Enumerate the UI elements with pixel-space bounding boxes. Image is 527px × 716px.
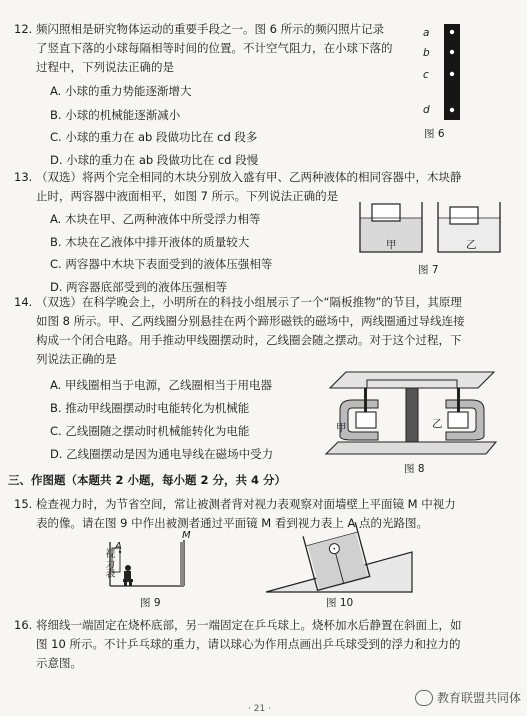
q12-option-d: D. 小球的重力在 ab 段做功比在 cd 段慢 [50,153,259,167]
wechat-icon [415,690,433,706]
q14-line-2: 如图 8 所示。甲、乙两线圈分别悬挂在两个蹄形磁铁的磁场中，两线圈通过导线连接 [36,314,465,328]
ball-position-b [450,50,454,54]
q16-line-2: 图 10 所示。不计乒乓球的重力，请以球心为作用点画出乒乓球受到的浮力和拉力的 [36,637,461,651]
figure-8-partition-apparatus [318,366,508,456]
base-board [326,442,496,454]
ball-position-c [450,72,454,76]
fig6-label-c: c [423,69,429,81]
q13-line-2: 止时，两容器中液面相平，如图 7 所示。下列说法正确的是 [36,189,339,203]
q14-option-a: A. 甲线圈相当于电源，乙线圈相当于用电器 [50,378,272,392]
fig9-mirror-label: M [182,530,191,541]
block-yi [450,207,478,224]
q13-option-c: C. 两容器中木块下表面受到的液体压强相等 [50,257,273,271]
q13-option-d: D. 两容器底部受到的液体压强相等 [50,280,228,294]
q12-line-2: 了竖直下落的小球每隔相等时间的位置。不计空气阻力，在小球下落的 [36,41,393,55]
fig9-point-label: A [115,541,122,552]
fig8-caption: 图 8 [404,463,425,475]
q15-number: 15. [14,497,33,511]
q14-number: 14. [14,295,33,309]
q12-line-3: 过程中，下列说法正确的是 [36,60,174,74]
q15-line-2: 表的像。请在图 9 中作出被测者通过平面镜 M 看到视力表上 A 点的光路图。 [36,516,429,530]
fig7-label-yi: 乙 [466,239,477,251]
q13-option-b: B. 木块在乙液体中排开液体的质量较大 [50,235,250,249]
q14-option-d: D. 乙线圈摆动是因为通电导线在磁场中受力 [50,447,274,461]
q12-line-1: 频闪照相是研究物体运动的重要手段之一。图 6 所示的频闪照片记录 [36,22,385,36]
fig7-caption: 图 7 [418,264,439,276]
watermark-text: 教育联盟共同体 [436,691,521,705]
q14-option-b: B. 推动甲线圈摆动时电能转化为机械能 [50,401,250,415]
ball-position-d [450,108,454,112]
left-coil-wire [364,388,367,412]
block-jia [372,204,400,221]
q14-option-c: C. 乙线圈随之摆动时机械能转化为电能 [50,424,250,438]
fig6-caption: 图 6 [424,128,445,140]
partition-board [406,388,418,448]
right-coil [448,412,468,428]
ball-position-a [450,30,454,34]
fig9-chart-label: 视力表 [103,548,114,578]
fig6-label-a: a [423,27,430,39]
fig8-label-jia: 甲 [336,422,347,434]
test-subject-person [123,565,133,586]
figure-10-beaker-on-incline [264,526,414,594]
q14-line-3: 构成一个闭合电路。用手推动甲线圈摆动时，乙线圈会随之摆动。对于这个过程，下 [36,333,462,347]
q16-line-3: 示意图。 [36,656,82,670]
figure-6-strobe-photo [436,24,466,120]
mirror-m [180,542,184,586]
q13-line-1: （双选）将两个完全相同的木块分别放入盛有甲、乙两种液体的相同容器中，木块静 [36,170,462,184]
section-3-heading: 三、作图题（本题共 2 小题，每小题 2 分，共 4 分） [8,473,287,487]
q16-number: 16. [14,618,33,632]
q12-option-c: C. 小球的重力在 ab 段做功比在 cd 段多 [50,130,258,144]
fig6-label-b: b [423,47,430,59]
page-number: · 21 · [248,704,271,714]
q12-option-a: A. 小球的重力势能逐渐增大 [50,84,192,98]
q12-number: 12. [14,22,33,36]
fig9-caption: 图 9 [140,597,161,609]
q13-option-a: A. 木块在甲、乙两种液体中所受浮力相等 [50,212,261,226]
fig6-label-d: d [423,104,430,116]
watermark [415,689,521,706]
q12-option-b: B. 小球的机械能逐渐减小 [50,108,181,122]
q14-line-1: （双选）在科学晚会上，小明所在的科技小组展示了一个“隔板推物”的节目，其原理 [36,295,462,309]
fig7-label-jia: 甲 [386,239,397,251]
fig8-label-yi: 乙 [432,418,443,430]
figure-7-containers [356,198,506,256]
fig10-caption: 图 10 [326,597,354,609]
right-coil-wire [457,388,460,412]
q15-line-1: 检查视力时，为节省空间，常让被测者背对视力表观察对面墙壁上平面镜 M 中视力 [36,497,456,511]
left-coil [356,412,376,428]
q16-line-1: 将细线一端固定在烧杯底部，另一端固定在乒乓球上。烧杯加水后静置在斜面上，如 [36,618,462,632]
q14-line-4: 列说法正确的是 [36,352,117,366]
q13-number: 13. [14,170,33,184]
